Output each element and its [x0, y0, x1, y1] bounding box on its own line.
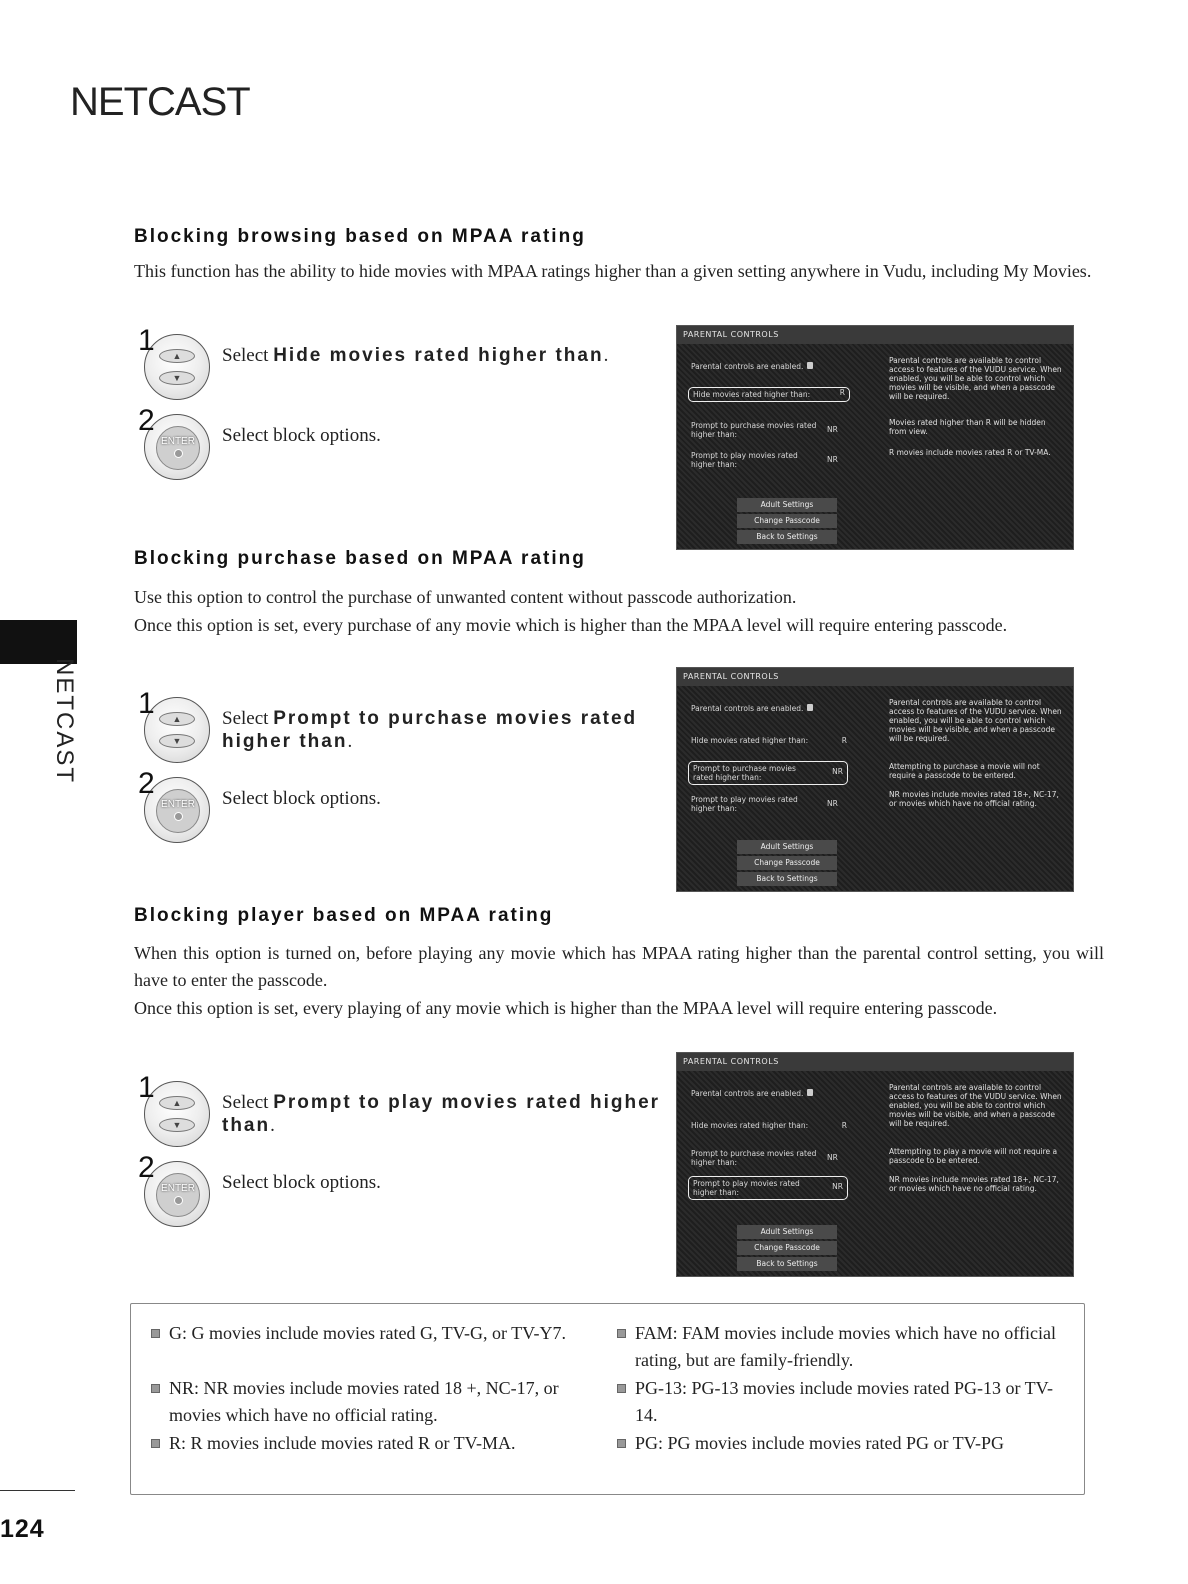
remote-navigation-icon: ▲ ▼ [144, 1081, 210, 1147]
parental-controls-screenshot-1 [676, 325, 1074, 550]
screen-menu-change-passcode: Change Passcode [737, 856, 837, 870]
screen-info: R movies include movies rated R or TV-MA. [889, 448, 1051, 457]
screen-row-purchase: Prompt to purchase movies rated higher than: [691, 421, 817, 439]
section-heading-player: Blocking player based on MPAA rating [134, 905, 554, 926]
screen-menu-back: Back to Settings [737, 1257, 837, 1271]
bullet-icon [151, 1329, 160, 1338]
step-instruction: Select block options. [222, 425, 381, 446]
bullet-icon [617, 1329, 626, 1338]
bullet-icon [617, 1384, 626, 1393]
step-number: 1 [138, 687, 155, 720]
step-2-browsing [134, 404, 674, 480]
step-instruction: Select block options. [222, 788, 381, 809]
step-number: 2 [138, 767, 155, 800]
enter-button-icon: ENTER [144, 414, 210, 480]
rating-notes-box [130, 1303, 1085, 1495]
footer-rule [0, 1490, 75, 1491]
screen-status: Parental controls are enabled. [691, 704, 851, 713]
screen-row-play: Prompt to play movies rated higher than: [691, 795, 798, 813]
step-number: 2 [138, 1151, 155, 1184]
screen-info: Parental controls are available to control access to features of the VUDU service. When enabled, you will be able to control which movies will be visible, and when a passcode will be required. [889, 698, 1062, 743]
bullet-icon [617, 1439, 626, 1448]
page-number: 124 [0, 1515, 45, 1543]
side-tab-label: NETCAST [51, 658, 78, 785]
screen-info: Parental controls are available to control access to features of the VUDU service. When enabled, you will be able to control which movies will be visible, and when a passcode will be required. [889, 356, 1062, 401]
screen-menu-back: Back to Settings [737, 530, 837, 544]
step-1-browsing [134, 324, 674, 400]
lock-icon [807, 362, 813, 369]
screen-info: Movies rated higher than R will be hidden from view. [889, 418, 1046, 436]
screen-status: Parental controls are enabled. [691, 1089, 851, 1098]
note-item: G: G movies include movies rated G, TV-G, or TV-Y7. [147, 1320, 592, 1347]
note-item: FAM: FAM movies include movies which have no official rating, but are family-friendly. [613, 1320, 1058, 1374]
screen-header: PARENTAL CONTROLS [677, 1053, 1073, 1071]
screen-info: Attempting to purchase a movie will not require a passcode to be entered. [889, 762, 1040, 780]
enter-button-icon: ENTER [144, 777, 210, 843]
step-1-player [134, 1071, 674, 1147]
screen-row-purchase-value: NR [827, 425, 838, 434]
screen-header: PARENTAL CONTROLS [677, 326, 1073, 344]
screen-menu-adult-settings: Adult Settings [737, 840, 837, 854]
remote-navigation-icon: ▲ ▼ [144, 697, 210, 763]
screen-info: NR movies include movies rated 18+, NC-17, or movies which have no official rating. [889, 1175, 1059, 1193]
parental-controls-screenshot-3 [676, 1052, 1074, 1277]
parental-controls-screenshot-2 [676, 667, 1074, 892]
screen-row-play: Prompt to play movies rated higher than: [691, 451, 798, 469]
screen-info: Parental controls are available to control access to features of the VUDU service. When enabled, you will be able to control which movies will be visible, and when a passcode will be required. [889, 1083, 1062, 1128]
screen-menu-back: Back to Settings [737, 872, 837, 886]
bullet-icon [151, 1384, 160, 1393]
step-2-player [134, 1151, 674, 1227]
section-heading-purchase: Blocking purchase based on MPAA rating [134, 548, 586, 569]
screen-row-purchase: Prompt to purchase movies rated higher than: NR [689, 762, 847, 784]
screen-row-play-value: NR [827, 799, 838, 808]
screen-row-play: Prompt to play movies rated higher than: NR [689, 1177, 847, 1199]
section-heading-browsing: Blocking browsing based on MPAA rating [134, 226, 586, 247]
step-2-purchase [134, 767, 674, 843]
screen-row-purchase: Prompt to purchase movies rated higher than: [691, 1149, 817, 1167]
screen-menu-adult-settings: Adult Settings [737, 1225, 837, 1239]
screen-row-hide: Hide movies rated higher than: R [691, 736, 847, 745]
screen-info: NR movies include movies rated 18+, NC-17, or movies which have no official rating. [889, 790, 1059, 808]
screen-row-purchase-value: NR [827, 1153, 838, 1162]
step-1-purchase [134, 687, 674, 763]
step-number: 1 [138, 1071, 155, 1104]
section-paragraph: Once this option is set, every purchase of any movie which is higher than the MPAA level will require entering passcode. [134, 615, 1008, 635]
remote-navigation-icon: ▲ ▼ [144, 334, 210, 400]
step-number: 2 [138, 404, 155, 437]
page-title: NETCAST [70, 80, 250, 124]
step-number: 1 [138, 324, 155, 357]
lock-icon [807, 704, 813, 711]
section-paragraph: This function has the ability to hide movies with MPAA ratings higher than a given setting anywhere in Vudu, including My Movies. [134, 261, 1092, 281]
screen-menu-change-passcode: Change Passcode [737, 514, 837, 528]
bullet-icon [151, 1439, 160, 1448]
step-instruction: Select Hide movies rated higher than. [222, 345, 609, 366]
note-item: R: R movies include movies rated R or TV-MA. [147, 1430, 592, 1457]
section-paragraph: When this option is turned on, before playing any movie which has MPAA rating higher than the parental control setting, you will have to enter the passcode. [134, 943, 1104, 990]
screen-header: PARENTAL CONTROLS [677, 668, 1073, 686]
note-item: NR: NR movies include movies rated 18 +, NC-17, or movies which have no official rating. [147, 1375, 592, 1429]
screen-row-play-value: NR [827, 455, 838, 464]
note-item: PG-13: PG-13 movies include movies rated PG-13 or TV-14. [613, 1375, 1058, 1429]
screen-row-hide: Hide movies rated higher than: R [691, 1121, 847, 1130]
step-instruction: Select Prompt to play movies rated higher than. [222, 1092, 661, 1136]
step-instruction: Select Prompt to purchase movies rated higher than. [222, 708, 638, 752]
section-paragraph: Once this option is set, every playing of any movie which is higher than the MPAA level will require entering passcode. [134, 998, 998, 1018]
step-instruction: Select block options. [222, 1172, 381, 1193]
section-paragraph: Use this option to control the purchase of unwanted content without passcode authorization. [134, 587, 797, 607]
enter-button-icon: ENTER [144, 1161, 210, 1227]
screen-info: Attempting to play a movie will not require a passcode to be entered. [889, 1147, 1058, 1165]
note-item: PG: PG movies include movies rated PG or TV-PG [613, 1430, 1058, 1457]
screen-menu-adult-settings: Adult Settings [737, 498, 837, 512]
screen-status: Parental controls are enabled. [691, 362, 851, 371]
lock-icon [807, 1089, 813, 1096]
screen-row-hide: Hide movies rated higher than: R [689, 388, 849, 401]
screen-menu-change-passcode: Change Passcode [737, 1241, 837, 1255]
